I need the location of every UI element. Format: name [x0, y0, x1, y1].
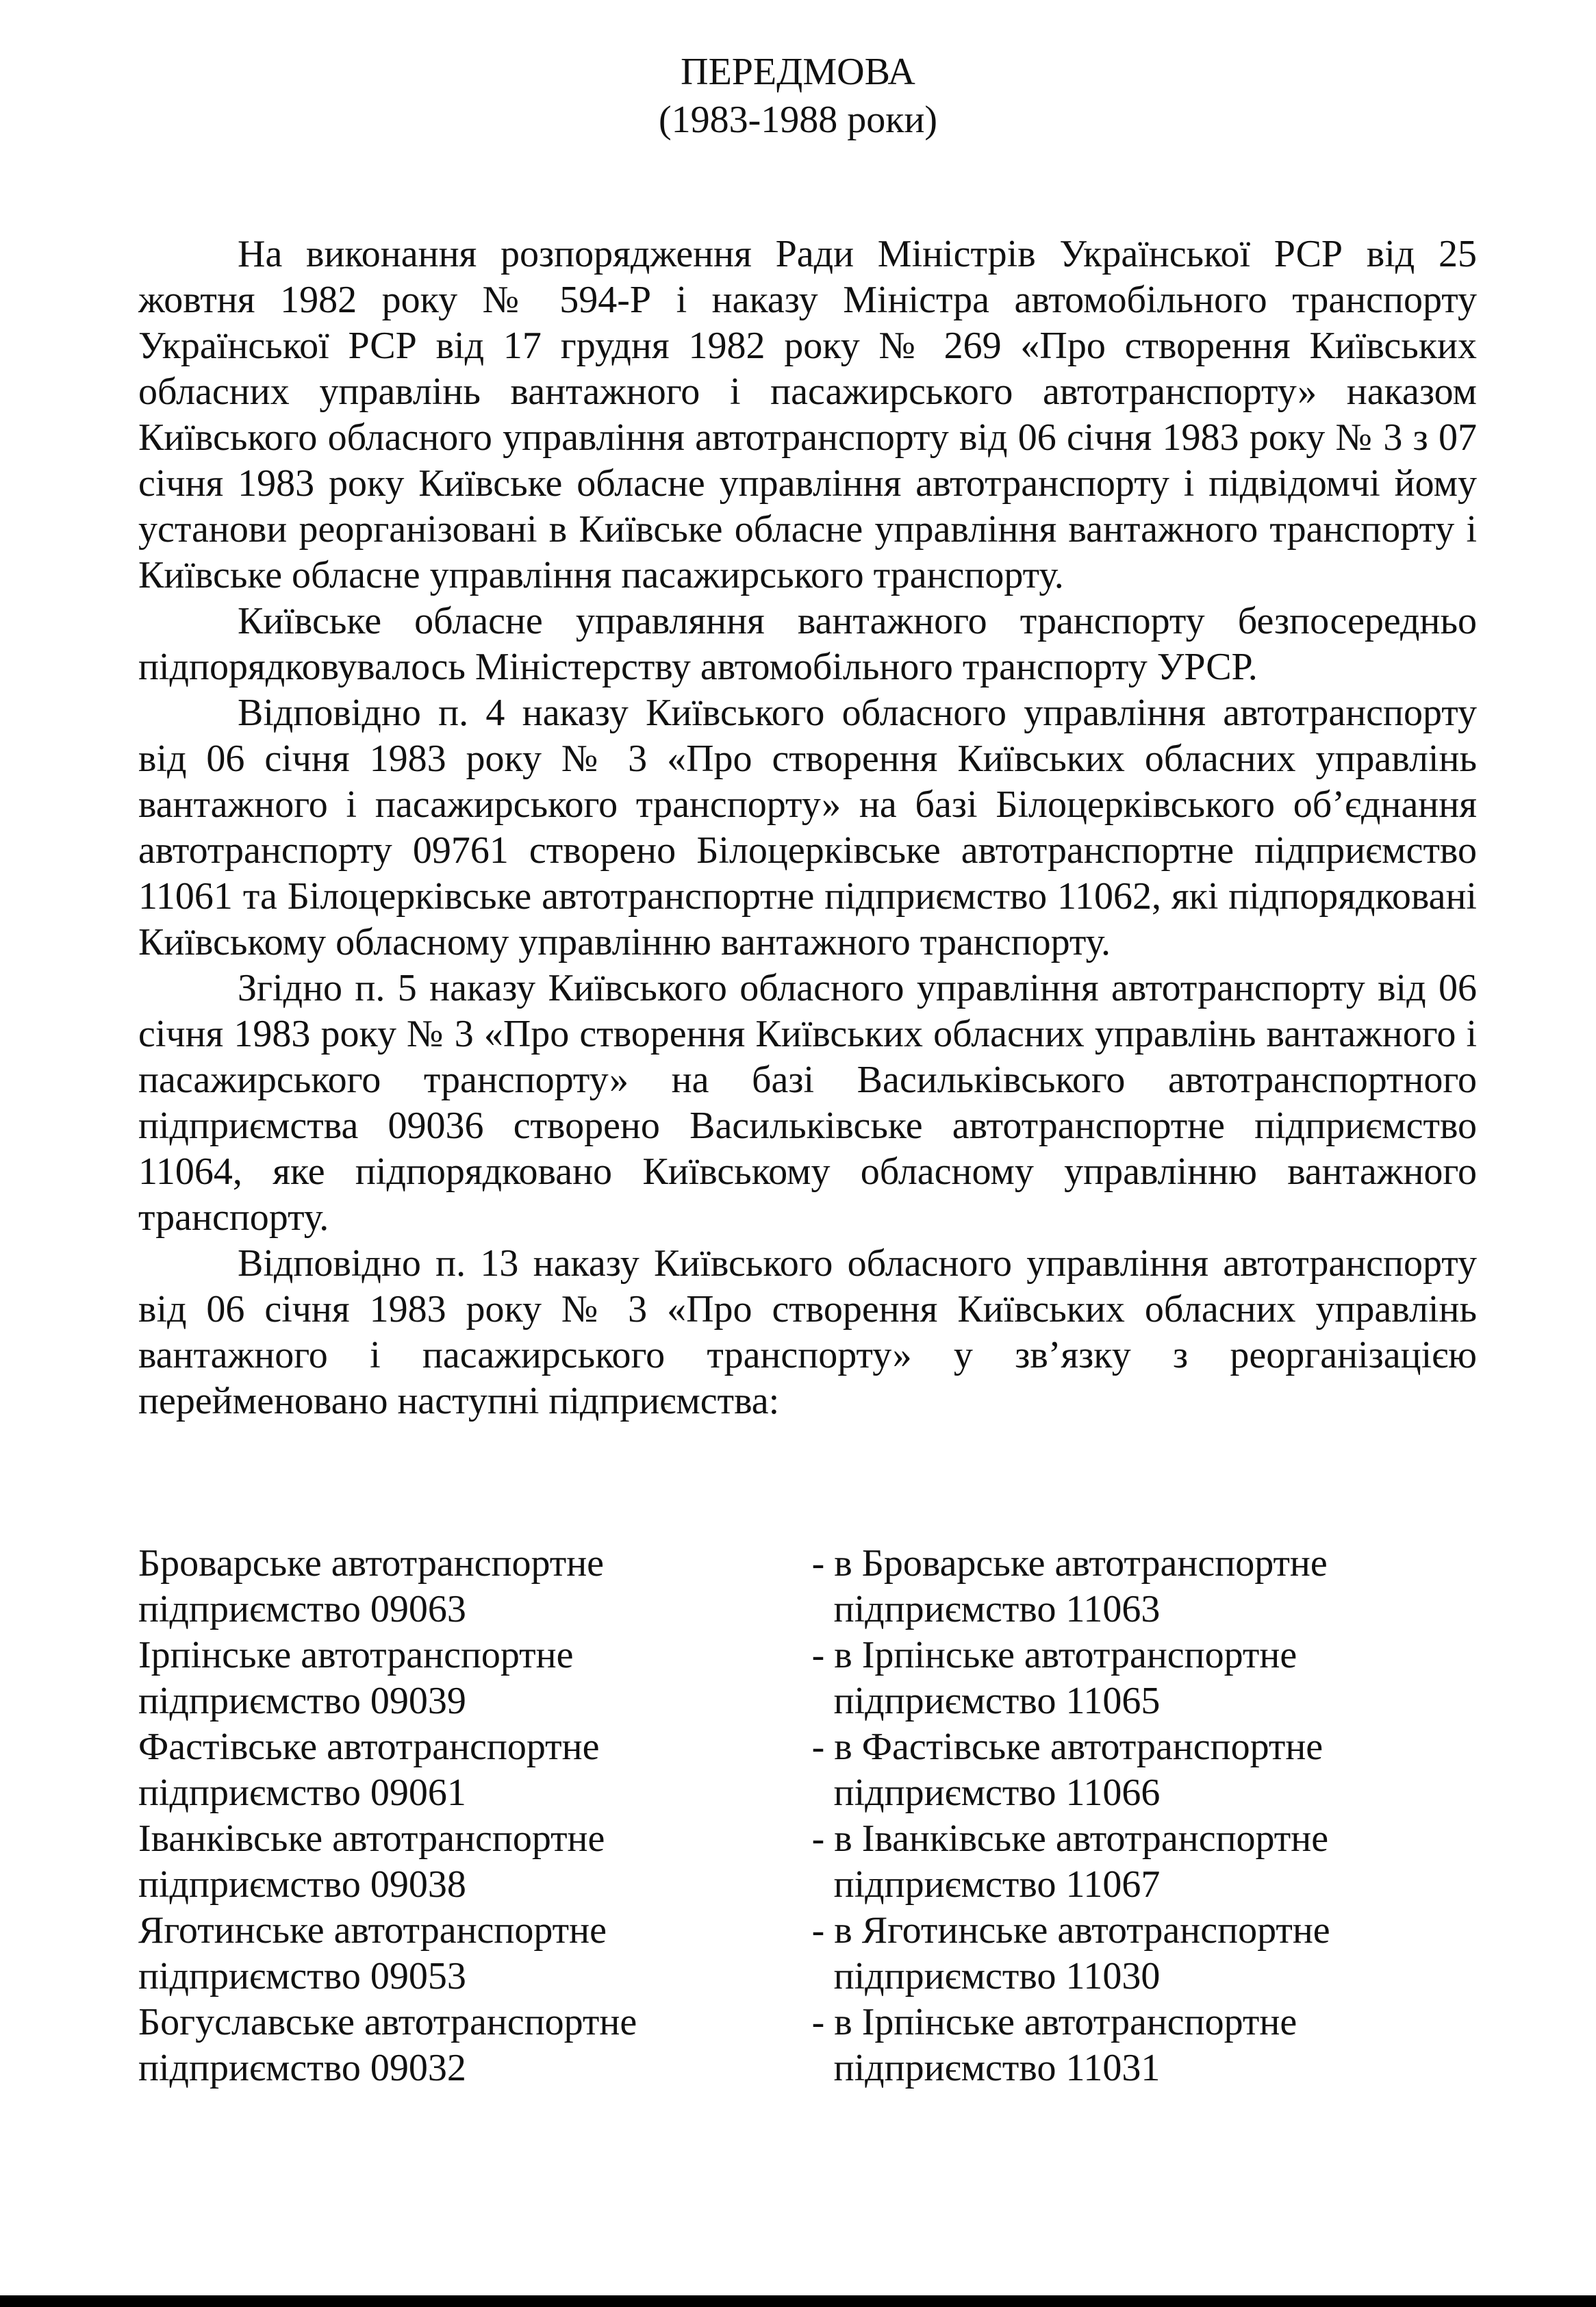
old-enterprise-name: Броварське автотранспортне підприємство 09063 [138, 1542, 605, 1630]
new-enterprise-name: - в Яготинське автотранспортне підприємство 11030 [811, 1909, 1330, 1997]
old-enterprise-name: Ірпінське автотранспортне підприємство 09039 [138, 1634, 574, 1722]
paragraph: На виконання розпорядження Ради Міністрів Української РСР від 25 жовтня 1982 року № 594-Р і наказу Міністра автомобільного транспорту Української РСР від 17 грудня 1982 року № 269 «Про створення Київських обласних управлінь вантажного і пасажирського автотранспорту» наказом Київського обласного управління автотранспорту від 06 січня 1983 року № 3 з 07 січня 1983 року Київське обласне управління автотранспорту і підвідомчі йому установи реорганізовані в Київське обласне управління вантажного транспорту і Київське обласне управління пасажирського транспорту. [138, 233, 1477, 596]
page-title: ПЕРЕДМОВА [681, 51, 915, 93]
new-enterprise-name: - в Іванківське автотранспортне підприємство 11067 [811, 1817, 1329, 1906]
page-subtitle: (1983-1988 роки) [658, 99, 938, 141]
new-enterprise-name: - в Ірпінське автотранспортне підприємство 11031 [811, 2001, 1297, 2089]
rename-row [138, 1724, 1477, 1816]
rename-row [138, 1908, 1477, 2000]
scan-bottom-border [0, 2295, 1596, 2307]
rename-row [138, 1632, 1477, 1724]
old-enterprise-name: Фастівське автотранспортне підприємство 09061 [138, 1726, 600, 1814]
rename-list [138, 1541, 1477, 2091]
old-enterprise-name: Іванківське автотранспортне підприємство 09038 [138, 1817, 605, 1906]
paragraph: Відповідно п. 13 наказу Київського обласного управління автотранспорту від 06 січня 1983 року № 3 «Про створення Київських обласних управлінь вантажного і пасажирського транспорту» у зв’язку з реорганізацією перейменовано наступні підприємства: [138, 1242, 1477, 1422]
old-enterprise-name: Богуславське автотранспортне підприємство 09032 [138, 2001, 637, 2089]
paragraph: Київське обласне управляння вантажного транспорту безпосередньо підпорядковувалось Міністерству автомобільного транспорту УРСР. [138, 600, 1477, 688]
old-enterprise-name: Яготинське автотранспортне підприємство 09053 [138, 1909, 607, 1997]
new-enterprise-name: - в Ірпінське автотранспортне підприємство 11065 [811, 1634, 1297, 1722]
rename-row [138, 1541, 1477, 1632]
document-body [138, 231, 1477, 1424]
paragraph: Згідно п. 5 наказу Київського обласного управління автотранспорту від 06 січня 1983 року № 3 «Про створення Київських обласних управлінь вантажного і пасажирського транспорту» на базі Васильківського автотранспортного підприємства 09036 створено Васильківське автотранспортне підприємство 11064, яке підпорядковано Київському обласному управлінню вантажного транспорту. [138, 967, 1477, 1239]
new-enterprise-name: - в Фастівське автотранспортне підприємство 11066 [811, 1726, 1323, 1814]
rename-row [138, 2000, 1477, 2091]
paragraph: Відповідно п. 4 наказу Київського обласного управління автотранспорту від 06 січня 1983 року № 3 «Про створення Київських обласних управлінь вантажного і пасажирського транспорту» на базі Білоцерківського об’єднання автотранспорту 09761 створено Білоцерківське автотранспортне підприємство 11061 та Білоцерківське автотранспортне підприємство 11062, які підпорядковані Київському обласному управлінню вантажного транспорту. [138, 692, 1477, 963]
new-enterprise-name: - в Броварське автотранспортне підприємство 11063 [811, 1542, 1328, 1630]
rename-row [138, 1816, 1477, 1908]
